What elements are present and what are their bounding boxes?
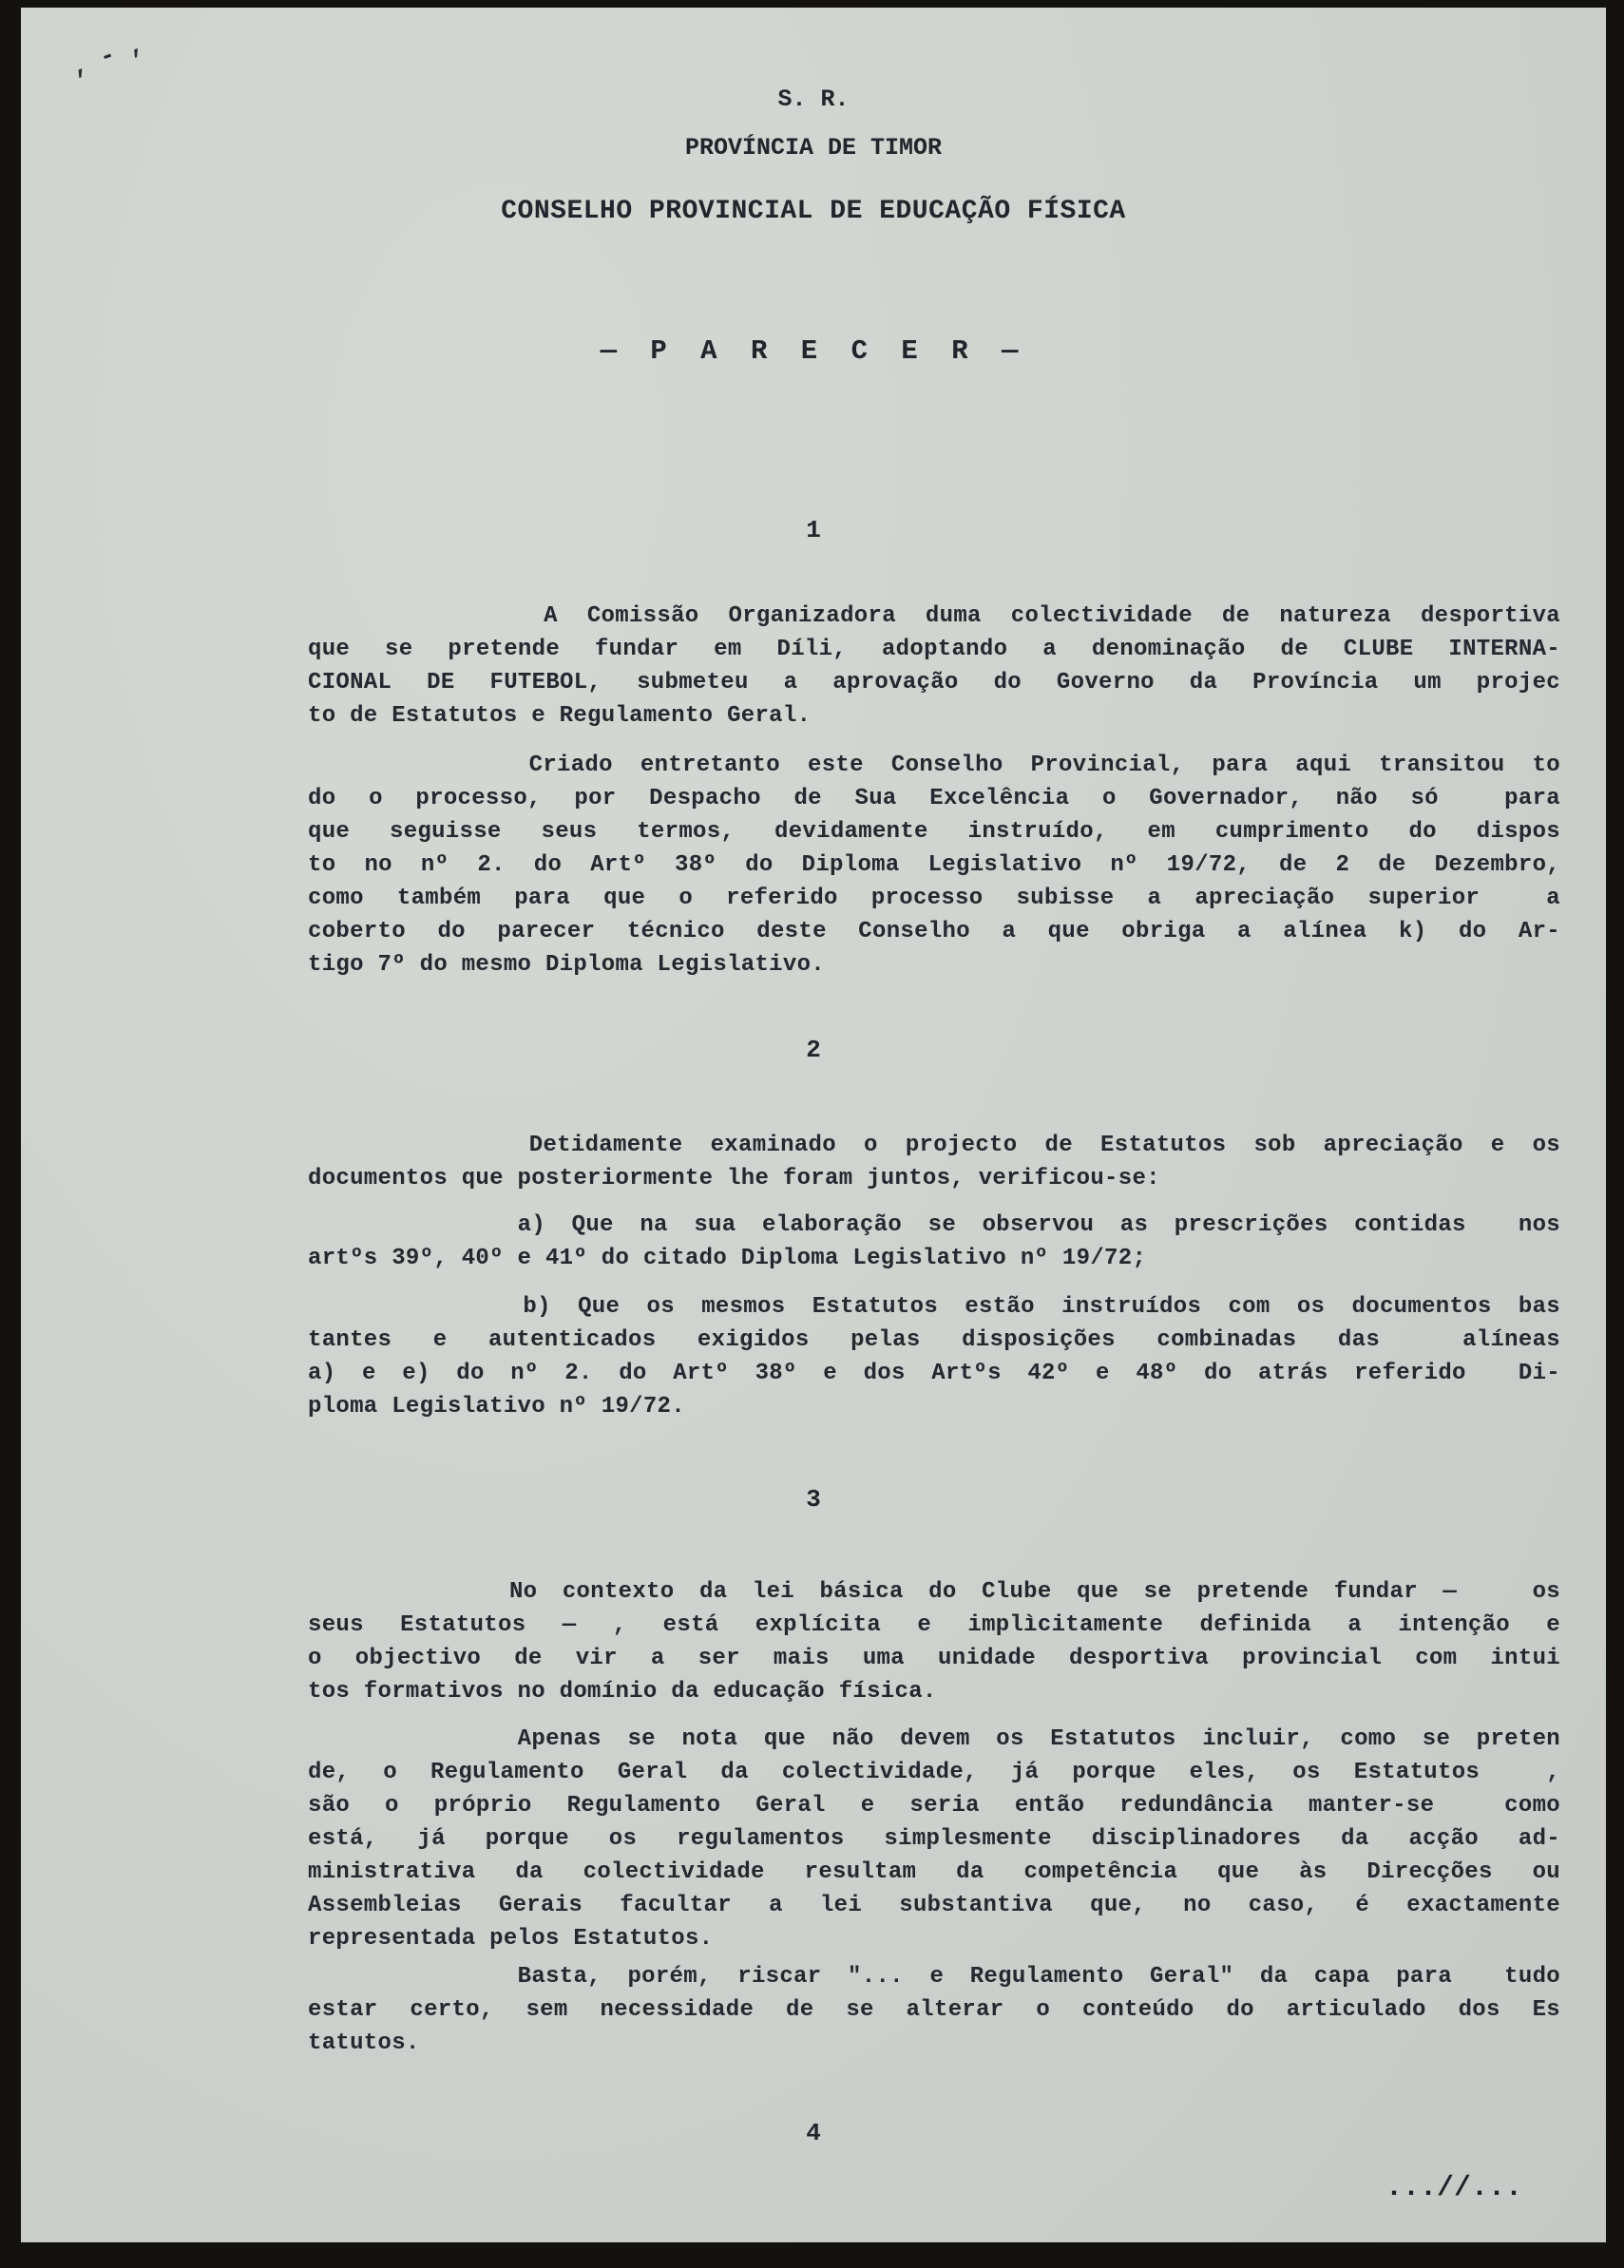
paragraph bbox=[308, 749, 1560, 982]
section-number: 3 bbox=[806, 1485, 821, 1514]
paragraph bbox=[308, 1575, 1560, 1708]
text-line: tatutos. bbox=[308, 2030, 420, 2056]
section-number: 2 bbox=[806, 1036, 821, 1064]
text-line: tigo 7º do mesmo Diploma Legislativo. bbox=[308, 952, 825, 978]
text-line: são o próprio Regulamento Geral e seria então redundância manter-se como bbox=[308, 1793, 1560, 1819]
continuation-mark: ...//... bbox=[1385, 2172, 1522, 2204]
text-line: tantes e autenticados exigidos pelas disposições combinadas das alíneas bbox=[308, 1327, 1560, 1353]
text-line: a) e e) do nº 2. do Artº 38º e dos Artºs 42º e 48º do atrás referido Di- bbox=[308, 1361, 1560, 1386]
section-number: 1 bbox=[806, 516, 821, 544]
text-line: Detidamente examinado o projecto de Estatutos sob apreciação e os bbox=[308, 1133, 1560, 1158]
text-line: Apenas se nota que não devem os Estatutos incluir, como se preten bbox=[308, 1726, 1560, 1752]
document-title: — P A R E C E R — bbox=[600, 335, 1027, 367]
text-line: que seguisse seus termos, devidamente instruído, em cumprimento do dispos bbox=[308, 819, 1560, 845]
text-line: do o processo, por Despacho de Sua Excelência o Governador, não só para bbox=[308, 786, 1560, 811]
text-line: A Comissão Organizadora duma colectividade de natureza desportiva bbox=[308, 603, 1560, 629]
text-line: está, já porque os regulamentos simplesmente disciplinadores da acção ad- bbox=[308, 1826, 1560, 1852]
text-line: b) Que os mesmos Estatutos estão instruídos com os documentos bas bbox=[308, 1294, 1560, 1320]
text-line: a) Que na sua elaboração se observou as prescrições contidas nos bbox=[308, 1212, 1560, 1238]
text-line: ploma Legislativo nº 19/72. bbox=[308, 1394, 685, 1420]
text-line: o objectivo de vir a ser mais uma unidade desportiva provincial com intui bbox=[308, 1646, 1560, 1671]
text-line: estar certo, sem necessidade de se alterar o conteúdo do articulado dos Es bbox=[308, 1997, 1560, 2023]
header-province: PROVÍNCIA DE TIMOR bbox=[684, 134, 943, 162]
text-line: Assembleias Gerais facultar a lei substantiva que, no caso, é exactamente bbox=[308, 1893, 1560, 1918]
header-council: CONSELHO PROVINCIAL DE EDUCAÇÃO FÍSICA bbox=[501, 197, 1126, 226]
text-line: que se pretende fundar em Díli, adoptando a denominação de CLUBE INTERNA- bbox=[308, 637, 1560, 662]
text-line: to no nº 2. do Artº 38º do Diploma Legislativo nº 19/72, de 2 de Dezembro, bbox=[308, 852, 1560, 878]
text-line: de, o Regulamento Geral da colectividade, já porque eles, os Estatutos , bbox=[308, 1760, 1560, 1785]
paragraph bbox=[308, 600, 1560, 733]
text-line: artºs 39º, 40º e 41º do citado Diploma Legislativo nº 19/72; bbox=[308, 1246, 1147, 1271]
text-line: documentos que posteriormente lhe foram juntos, verificou-se: bbox=[308, 1166, 1160, 1191]
text-line: coberto do parecer técnico deste Conselho a que obriga a alínea k) do Ar- bbox=[308, 919, 1560, 944]
paragraph bbox=[308, 1129, 1560, 1195]
text-line: Criado entretanto este Conselho Provincial, para aqui transitou to bbox=[308, 753, 1560, 778]
text-line: CIONAL DE FUTEBOL, submeteu a aprovação do Governo da Província um projec bbox=[308, 670, 1560, 696]
text-line: seus Estatutos — , está explícita e implìcitamente definida a intenção e bbox=[308, 1612, 1560, 1638]
document-page bbox=[21, 8, 1606, 2242]
text-line: to de Estatutos e Regulamento Geral. bbox=[308, 703, 812, 729]
paragraph bbox=[308, 1723, 1560, 1955]
paragraph bbox=[308, 1209, 1560, 1275]
text-line: como também para que o referido processo subisse a apreciação superior a bbox=[308, 886, 1560, 911]
text-line: No contexto da lei básica do Clube que se pretende fundar — os bbox=[308, 1579, 1560, 1605]
paragraph bbox=[308, 1960, 1560, 2060]
section-number: 4 bbox=[806, 2119, 821, 2147]
margin-mark: , - , bbox=[67, 29, 147, 83]
text-line: Basta, porém, riscar "... e Regulamento Geral" da capa para tudo bbox=[308, 1964, 1560, 1990]
text-line: representada pelos Estatutos. bbox=[308, 1926, 714, 1952]
text-line: ministrativa da colectividade resultam da competência que às Direcções ou bbox=[308, 1859, 1560, 1885]
paragraph bbox=[308, 1290, 1560, 1423]
text-line: tos formativos no domínio da educação física. bbox=[308, 1679, 937, 1705]
header-sr: S. R. bbox=[777, 86, 850, 113]
